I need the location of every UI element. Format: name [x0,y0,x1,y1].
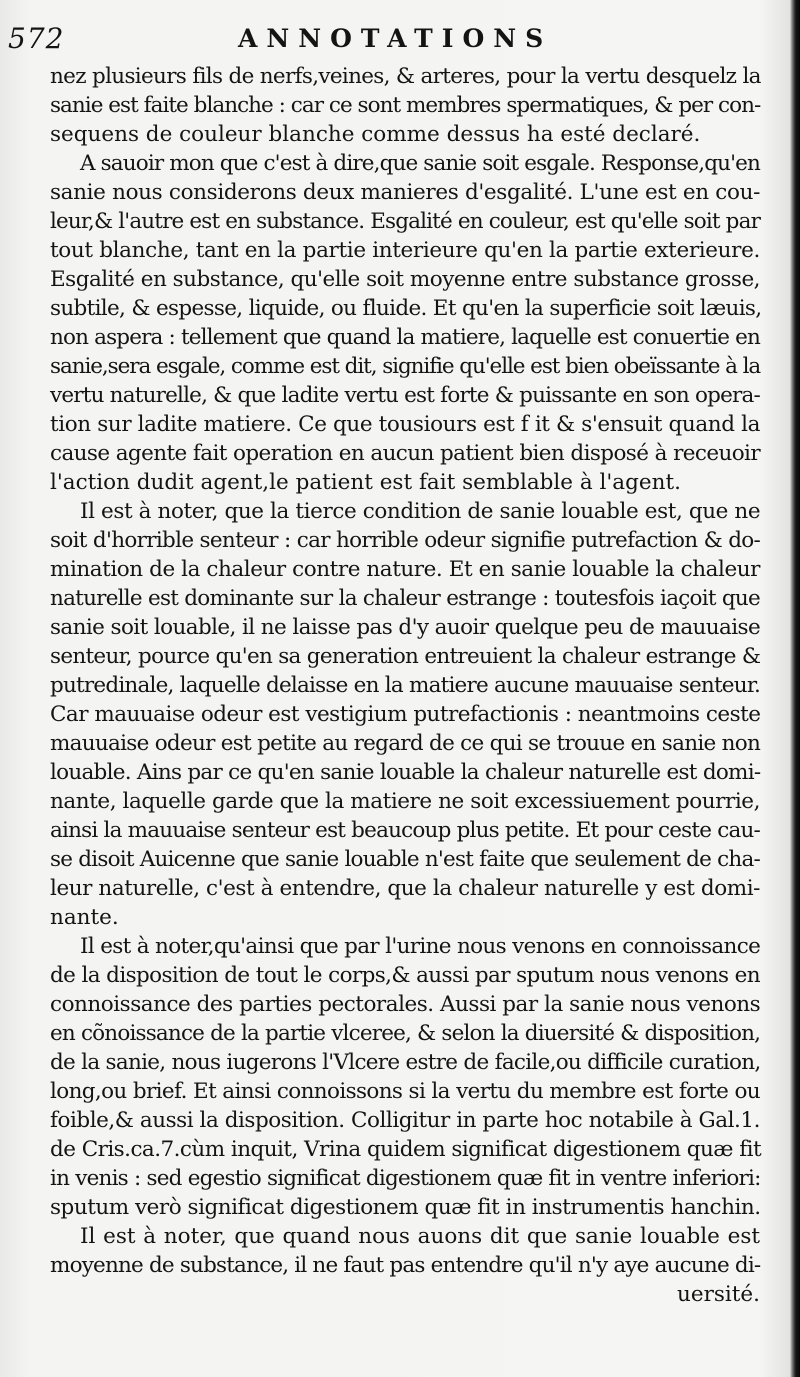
text-line: de la sanie, nous iugerons l'Vlcere estre de facile,ou difficile curation, [50,1050,761,1075]
text-line: sanie,sera esgale, comme est dit, signifie qu'elle est bien obeïssante à la [50,354,761,379]
text-line: Esgalité en substance, qu'elle soit moyenne entre substance grosse, [50,267,760,292]
text-line: Il est à noter, que quand nous auons dit que sanie louable est [80,1224,760,1249]
text-line: foible,& aussi la disposition. Colligitur in parte hoc notabile à Gal.1. [50,1108,760,1133]
paragraph [50,62,760,149]
text-line: A sauoir mon que c'est à dire,que sanie soit esgale. Response,qu'en [80,151,760,176]
text-line: subtile, & espesse, liquide, ou fluide. Et qu'en la superficie soit læuis, [50,296,762,321]
text-line: Il est à noter, que la tierce condition de sanie louable est, que ne [80,499,761,524]
text-line: nez plusieurs fils de nerfs,veines, & arteres, pour la vertu desquelz la [50,64,761,89]
text-line: sanie nous considerons deux manieres d'esgalité. L'une est en cou- [50,180,760,205]
text-line: in venis : sed egestio significat digestionem quæ fit in ventre inferiori: [50,1166,761,1191]
text-line: sanie soit louable, il ne laisse pas d'y auoir quelque peu de mauuaise [50,615,761,640]
text-line: de la disposition de tout le corps,& aussi par sputum nous venons en [50,963,760,988]
text-line: Il est à noter,qu'ainsi que par l'urine nous venons en connoissance [80,934,761,959]
text-line: nante, laquelle garde que la matiere ne soit excessiuement pourrie, [50,789,760,814]
paragraph [50,932,760,1222]
text-line: leur,& l'autre est en substance. Esgalité en couleur, est qu'elle soit par [50,209,760,234]
text-line: se disoit Auicenne que sanie louable n'est faite que seulement de cha- [50,847,760,872]
text-line: moyenne de substance, il ne faut pas entendre qu'il n'y aye aucune di- [50,1253,761,1278]
running-head: ANNOTATIONS [238,24,553,53]
paragraph [50,149,760,497]
text-line: ainsi la mauuaise senteur est beaucoup plus petite. Et pour ceste cau- [50,818,760,843]
text-line: tion sur ladite matiere. Ce que tousiours est f it & s'ensuit quand la [50,412,760,437]
text-line: long,ou brief. Et ainsi connoissons si la vertu du membre est forte ou [50,1079,760,1104]
text-line: cause agente fait operation en aucun patient bien disposé à receuoir [50,441,760,466]
page-number: 572 [8,22,65,55]
text-line: putredinale, laquelle delaisse en la matiere aucune mauuaise senteur. [50,673,760,698]
paragraph [50,1222,760,1309]
page-gutter-shadow [790,0,800,1377]
text-line: l'action dudit agent,le patient est fait semblable à l'agent. [50,470,681,495]
text-line: sputum verò significat digestionem quæ fit in instrumentis hanchin. [50,1195,761,1220]
page-header [8,22,784,62]
text-line: sequens de couleur blanche comme dessus ha esté declaré. [50,122,701,147]
text-line: louable. Ains par ce qu'en sanie louable la chaleur naturelle est domi- [50,760,761,785]
text-line: leur naturelle, c'est à entendre, que la chaleur naturelle y est domi- [50,876,760,901]
text-line: en cõnoissance de la partie vlceree, & selon la diuersité & disposition, [50,1021,761,1046]
text-line: uersité. [677,1282,760,1307]
text-line: connoissance des parties pectorales. Aussi par la sanie nous venons [50,992,761,1017]
text-line: vertu naturelle, & que ladite vertu est forte & puissante en son opera- [50,383,760,408]
text-line: mination de la chaleur contre nature. Et en sanie louable la chaleur [50,557,760,582]
text-line: soit d'horrible senteur : car horrible odeur signifie putrefaction & do- [50,528,761,553]
text-line: tout blanche, tant en la partie interieure qu'en la partie exterieure. [50,238,760,263]
paragraph [50,497,760,932]
text-line: nante. [50,905,119,930]
text-line: senteur, pource qu'en sa generation entreuient la chaleur estrange & [50,644,761,669]
text-line: non aspera : tellement que quand la matiere, laquelle est conuertie en [50,325,760,350]
text-line: naturelle est dominante sur la chaleur estrange : toutesfois iaçoit que [50,586,760,611]
text-line: de Cris.ca.7.cùm inquit, Vrina quidem significat digestionem quæ fit [50,1137,762,1162]
text-line: Car mauuaise odeur est vestigium putrefactionis : neantmoins ceste [50,702,761,727]
text-line: mauuaise odeur est petite au regard de ce qui se trouue en sanie non [50,731,761,756]
body-text [50,62,760,1309]
text-line: sanie est faite blanche : car ce sont membres spermatiques, & per con- [50,93,761,118]
